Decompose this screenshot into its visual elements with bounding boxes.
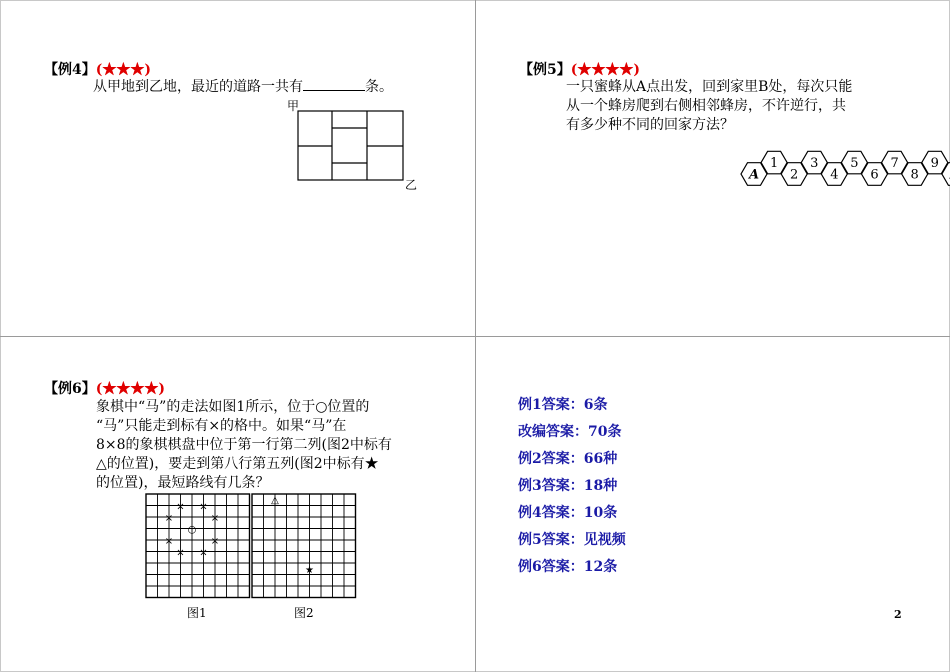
hex-label-1: 1 xyxy=(769,156,779,172)
ex6-question-line-3: 8×8的象棋棋盘中位于第一行第二列(图2中标有 xyxy=(96,437,392,453)
ex6-title: 【例6】 xyxy=(44,381,96,397)
ex5-question-line-2: 从一个蜂房爬到右侧相邻蜂房，不许逆行，共 xyxy=(566,98,846,114)
ex6-question-line-1: 象棋中“马”的走法如图1所示，位于○位置的 xyxy=(96,399,370,415)
hex-label-A: A xyxy=(748,167,760,183)
ex6-figure-1-board xyxy=(144,492,244,602)
hex-label-4: 4 xyxy=(830,167,839,183)
ex4-text-after: 条。 xyxy=(365,79,393,95)
ex4-answer-blank xyxy=(303,78,365,91)
answer-adapted: 改编答案：70条 xyxy=(518,424,622,440)
ex6-figure-1-label: 图1 xyxy=(187,606,207,620)
ex6-stars: (★★★★) xyxy=(95,381,165,397)
cross-mark: × xyxy=(199,501,208,513)
ex5-honeycomb xyxy=(738,128,939,192)
ex4-end-label: 乙 xyxy=(405,178,418,192)
answer-ex5: 例5答案：见视频 xyxy=(518,532,626,548)
cross-mark: × xyxy=(164,513,174,524)
ex4-title: 【例4】 xyxy=(44,62,96,78)
ex4-start-label: 甲 xyxy=(287,99,300,113)
cross-mark: × xyxy=(176,501,185,513)
ex6-question-line-5: 的位置)，最短路线有几条？ xyxy=(96,475,270,491)
ex4-question xyxy=(93,78,393,97)
hex-label-6: 6 xyxy=(870,167,879,183)
ex5-question-line-3: 有多少种不同的回家方法？ xyxy=(566,117,734,133)
cross-mark: × xyxy=(210,513,220,524)
ex4-road-diagram xyxy=(296,109,408,183)
cross-mark: × xyxy=(210,536,220,547)
ex6-question-line-4: △的位置)，要走到第八行第五列(图2中标有★ xyxy=(96,456,379,472)
target-star-mark: ★ xyxy=(305,564,314,576)
ex5-title: 【例5】 xyxy=(519,62,571,78)
ex4-heading xyxy=(44,59,151,79)
answer-ex6: 例6答案：12条 xyxy=(518,559,618,575)
ex4-text-before: 从甲地到乙地，最近的道路一共有 xyxy=(93,79,303,95)
cross-mark: × xyxy=(176,547,185,559)
ex6-heading xyxy=(44,378,165,398)
hex-label-7: 7 xyxy=(890,156,899,172)
start-triangle-mark: △ xyxy=(271,495,279,507)
ex5-stars: (★★★★) xyxy=(570,62,640,78)
hex-label-3: 3 xyxy=(810,156,819,172)
hex-label-2: 2 xyxy=(790,167,799,183)
cross-mark: × xyxy=(164,536,174,547)
ex4-stars: (★★★) xyxy=(95,62,151,78)
ex6-figure-2-label: 图2 xyxy=(294,606,314,620)
answer-ex1: 例1答案：6条 xyxy=(518,397,608,413)
ex6-question-line-2: “马”只能走到标有×的格中。如果“马”在 xyxy=(96,418,347,434)
cross-mark: × xyxy=(199,547,208,559)
ex5-question-line-1: 一只蜜蜂从A点出发，回到家里B处，每次只能 xyxy=(566,79,853,95)
hex-label-5: 5 xyxy=(850,156,859,172)
knight-position-mark: ○ xyxy=(187,524,197,536)
hex-label-8: 8 xyxy=(910,167,919,183)
answer-ex2: 例2答案：66种 xyxy=(518,451,618,467)
page-number: 2 xyxy=(894,608,902,621)
horizontal-divider xyxy=(0,336,950,337)
hex-label-9: 9 xyxy=(930,156,939,172)
answer-ex3: 例3答案：18种 xyxy=(518,478,618,494)
answer-ex4: 例4答案：10条 xyxy=(518,505,618,521)
ex6-figure-2-board xyxy=(250,492,350,602)
ex5-heading xyxy=(519,59,640,79)
